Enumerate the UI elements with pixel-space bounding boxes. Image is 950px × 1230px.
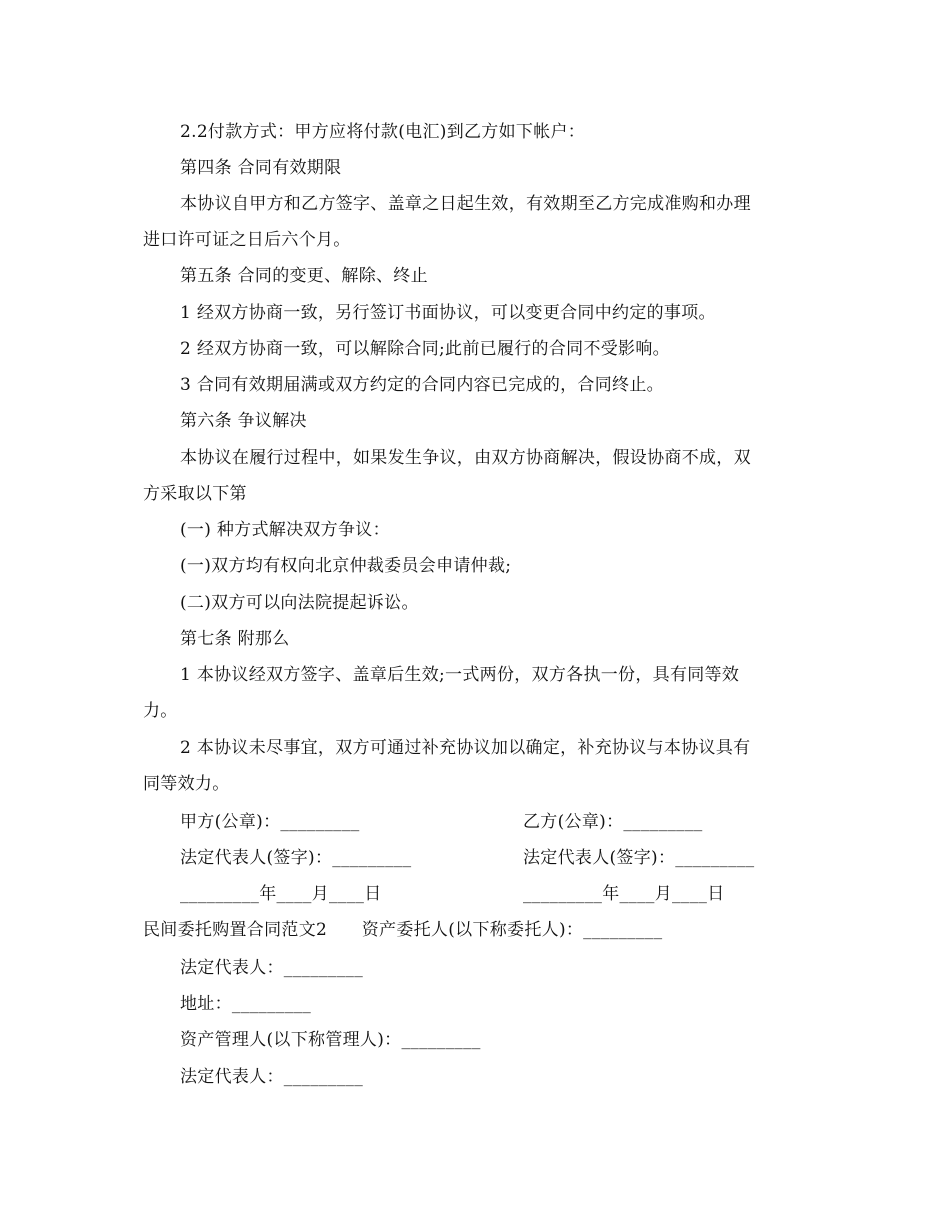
- section-2-address: 地址：_________: [180, 994, 312, 1014]
- party-a-seal-field: 甲方(公章)：_________: [180, 812, 360, 832]
- article-7-heading: 第七条 附那么: [180, 629, 290, 649]
- article-6-option-2: (二)双方可以向法院提起诉讼。: [180, 593, 419, 613]
- section-2-title-line: 民间委托购置合同范文2 资产委托人(以下称委托人)：_________: [143, 920, 663, 940]
- article-4-text-line-1: 本协议自甲方和乙方签字、盖章之日起生效，有效期至乙方完成准购和办理: [180, 194, 751, 214]
- article-6-option-1: (一)双方均有权向北京仲裁委员会申请仲裁;: [180, 556, 512, 576]
- article-7-item-2-line-2: 同等效力。: [143, 774, 230, 794]
- article-7-item-2-line-1: 2 本协议未尽事宜，双方可通过补充协议加以确定，补充协议与本协议具有: [180, 738, 751, 758]
- article-6-text-line-1: 本协议在履行过程中，如果发生争议，由双方协商解决，假设协商不成，双: [180, 448, 751, 468]
- article-6-text-line-2: 方采取以下第: [143, 484, 247, 504]
- party-a-date-field: _________年____月____日: [180, 884, 382, 904]
- article-5-heading: 第五条 合同的变更、解除、终止: [180, 266, 428, 286]
- party-a-representative-field: 法定代表人(签字)：_________: [180, 848, 412, 868]
- section-2-representative-2: 法定代表人：_________: [180, 1067, 363, 1087]
- article-6-heading: 第六条 争议解决: [180, 411, 307, 431]
- party-b-seal-field: 乙方(公章)：_________: [523, 812, 703, 832]
- article-6-method-line: (一) 种方式解决双方争议：: [180, 520, 390, 540]
- article-7-item-1-line-1: 1 本协议经双方签字、盖章后生效;一式两份，双方各执一份，具有同等效: [180, 665, 740, 685]
- article-5-item-2: 2 经双方协商一致，可以解除合同;此前已履行的合同不受影响。: [180, 339, 670, 359]
- article-7-item-1-line-2: 力。: [143, 701, 178, 721]
- party-b-representative-field: 法定代表人(签字)：_________: [523, 848, 755, 868]
- party-b-date-field: _________年____月____日: [523, 884, 725, 904]
- section-2-representative-1: 法定代表人：_________: [180, 958, 363, 978]
- article-5-item-3: 3 合同有效期届满或双方约定的合同内容已完成的，合同终止。: [180, 375, 664, 395]
- article-5-item-1: 1 经双方协商一致，另行签订书面协议，可以变更合同中约定的事项。: [180, 303, 716, 323]
- section-2-manager: 资产管理人(以下称管理人)：_________: [180, 1030, 481, 1050]
- article-4-text-line-2: 进口许可证之日后六个月。: [143, 230, 351, 250]
- article-4-heading: 第四条 合同有效期限: [180, 158, 342, 178]
- payment-method-line: 2.2付款方式：甲方应将付款(电汇)到乙方如下帐户：: [180, 122, 586, 142]
